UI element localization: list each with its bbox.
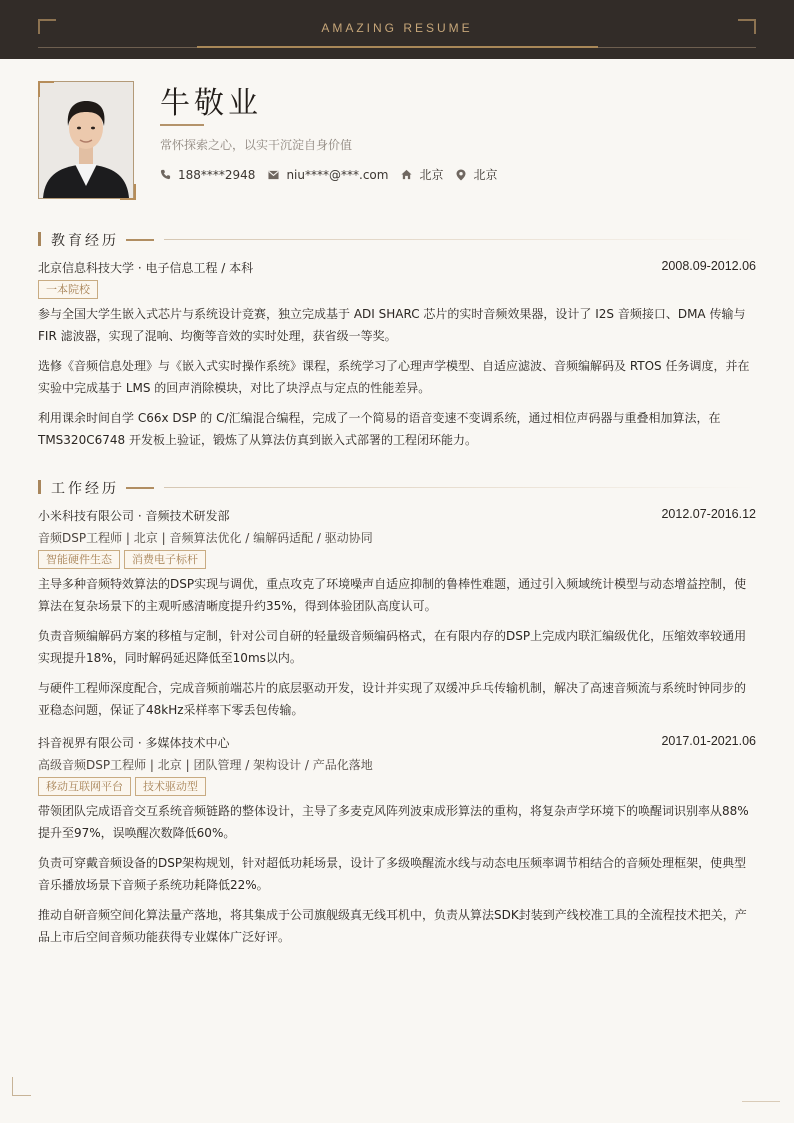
candidate-motto: 常怀探索之心，以实干沉淀自身价值 <box>160 138 353 152</box>
phone-icon <box>160 169 171 180</box>
job-tags <box>38 777 210 796</box>
job-tags <box>38 550 210 569</box>
location-pin-icon <box>456 169 466 181</box>
section-marker <box>38 480 41 494</box>
tag: 移动互联网平台 <box>38 777 131 796</box>
contact-location <box>456 166 497 183</box>
job-role: 音频DSP工程师 | 北京 | 音频算法优化 / 编解码适配 / 驱动协同 <box>38 531 373 545</box>
job-role: 高级音频DSP工程师 | 北京 | 团队管理 / 架构设计 / 产品化落地 <box>38 758 373 772</box>
contact-info <box>160 166 510 183</box>
contact-home <box>401 166 443 183</box>
section-divider <box>164 487 756 488</box>
job-paragraph: 负责音频编解码方案的移植与定制，针对公司自研的轻量级音频编码格式，在有限内存的DSP上完成内联汇编级优化，压缩效率较通用实现提升18%，同时解码延迟降低至10ms以内。 <box>38 629 747 665</box>
job-date: 2012.07-2016.12 <box>661 507 756 521</box>
job-paragraph: 带领团队完成语音交互系统音频链路的整体设计，主导了多麦克风阵列波束成形算法的重构，将复杂声学环境下的唤醒词识别率从88%提升至97%，误唤醒次数降低60%。 <box>38 804 749 840</box>
photo-corner-mark <box>120 184 136 200</box>
section-divider <box>164 239 756 240</box>
education-paragraph: 利用课余时间自学 C66x DSP 的 C/汇编混合编程，完成了一个简易的语音变速不变调系统，通过相位声码器与重叠相加算法，在 TMS320C6748 开发板上验证，锻炼了从算法仿真到嵌入式部署的工程闭环能力。 <box>38 411 721 447</box>
section-header-education <box>38 230 756 250</box>
tag: 智能硬件生态 <box>38 550 120 569</box>
photo-corner-mark <box>38 81 54 97</box>
tag: 技术驱动型 <box>135 777 206 796</box>
phone-number: 188****2948 <box>178 167 256 182</box>
banner-divider-accent <box>197 46 598 48</box>
email-address: niu****@***.com <box>286 167 389 182</box>
job-paragraph: 负责可穿戴音频设备的DSP架构规划，针对超低功耗场景，设计了多级唤醒流水线与动态电压频率调节相结合的音频处理框架，使典型音乐播放场景下音频子系统功耗降低22%。 <box>38 856 747 892</box>
job-entry-header <box>38 507 756 525</box>
education-paragraph: 参与全国大学生嵌入式芯片与系统设计竞赛，独立完成基于 ADI SHARC 芯片的实时音频效果器，设计了 I2S 音频接口、DMA 传输与 FIR 滤波器，实现了混响、均衡等音效的实时处理，获省级一等奖。 <box>38 307 746 343</box>
mail-icon <box>268 170 279 180</box>
section-title: 工作经历 <box>51 481 119 497</box>
profile-photo <box>38 81 134 199</box>
tag: 一本院校 <box>38 280 98 299</box>
banner-title: AMAZING RESUME <box>321 21 473 35</box>
home-city: 北京 <box>419 168 444 182</box>
section-accent-line <box>126 239 154 241</box>
school-and-major: 北京信息科技大学 · 电子信息工程 / 本科 <box>38 261 254 275</box>
company-and-department: 抖音视界有限公司 · 多媒体技术中心 <box>38 736 230 750</box>
footer-ornament-line <box>742 1101 780 1102</box>
section-accent-line <box>126 487 154 489</box>
name-underline <box>160 124 204 126</box>
corner-ornament-bottom-left <box>12 1077 31 1096</box>
section-marker <box>38 232 41 246</box>
home-icon <box>401 169 412 180</box>
education-entry-header <box>38 259 756 277</box>
contact-email <box>268 168 388 182</box>
current-city: 北京 <box>473 168 498 182</box>
job-date: 2017.01-2021.06 <box>661 734 756 748</box>
candidate-name: 牛敬业 <box>160 86 262 121</box>
tag: 消费电子标杆 <box>124 550 206 569</box>
job-paragraph: 推动自研音频空间化算法量产落地，将其集成于公司旗舰级真无线耳机中，负责从算法SDK封装到产线校准工具的全流程技术把关，产品上市后空间音频功能获得专业媒体广泛好评。 <box>38 908 747 944</box>
job-paragraph: 主导多种音频特效算法的DSP实现与调优，重点攻克了环境噪声自适应抑制的鲁棒性难题，通过引入频域统计模型与动态增益控制，使算法在复杂场景下的主观听感清晰度提升约35%，得到体验团队高度认可。 <box>38 577 747 613</box>
section-header-work <box>38 478 756 498</box>
section-title: 教育经历 <box>51 233 119 249</box>
job-paragraph: 与硬件工程师深度配合，完成音频前端芯片的底层驱动开发，设计并实现了双缓冲乒乓传输机制，解决了高速音频流与系统时钟同步的亚稳态问题，保证了48kHz采样率下零丢包传输。 <box>38 681 747 717</box>
job-entry-header <box>38 734 756 752</box>
person-portrait-icon <box>39 82 133 198</box>
company-and-department: 小米科技有限公司 · 音频技术研发部 <box>38 509 230 523</box>
education-date: 2008.09-2012.06 <box>661 259 756 273</box>
contact-phone <box>160 168 255 182</box>
education-tags <box>38 280 102 299</box>
education-paragraph: 选修《音频信息处理》与《嵌入式实时操作系统》课程，系统学习了心理声学模型、自适应滤波、音频编解码及 RTOS 任务调度，并在实验中完成基于 LMS 的回声消除模块，对比了块浮点与定点的性能差异。 <box>38 359 750 395</box>
